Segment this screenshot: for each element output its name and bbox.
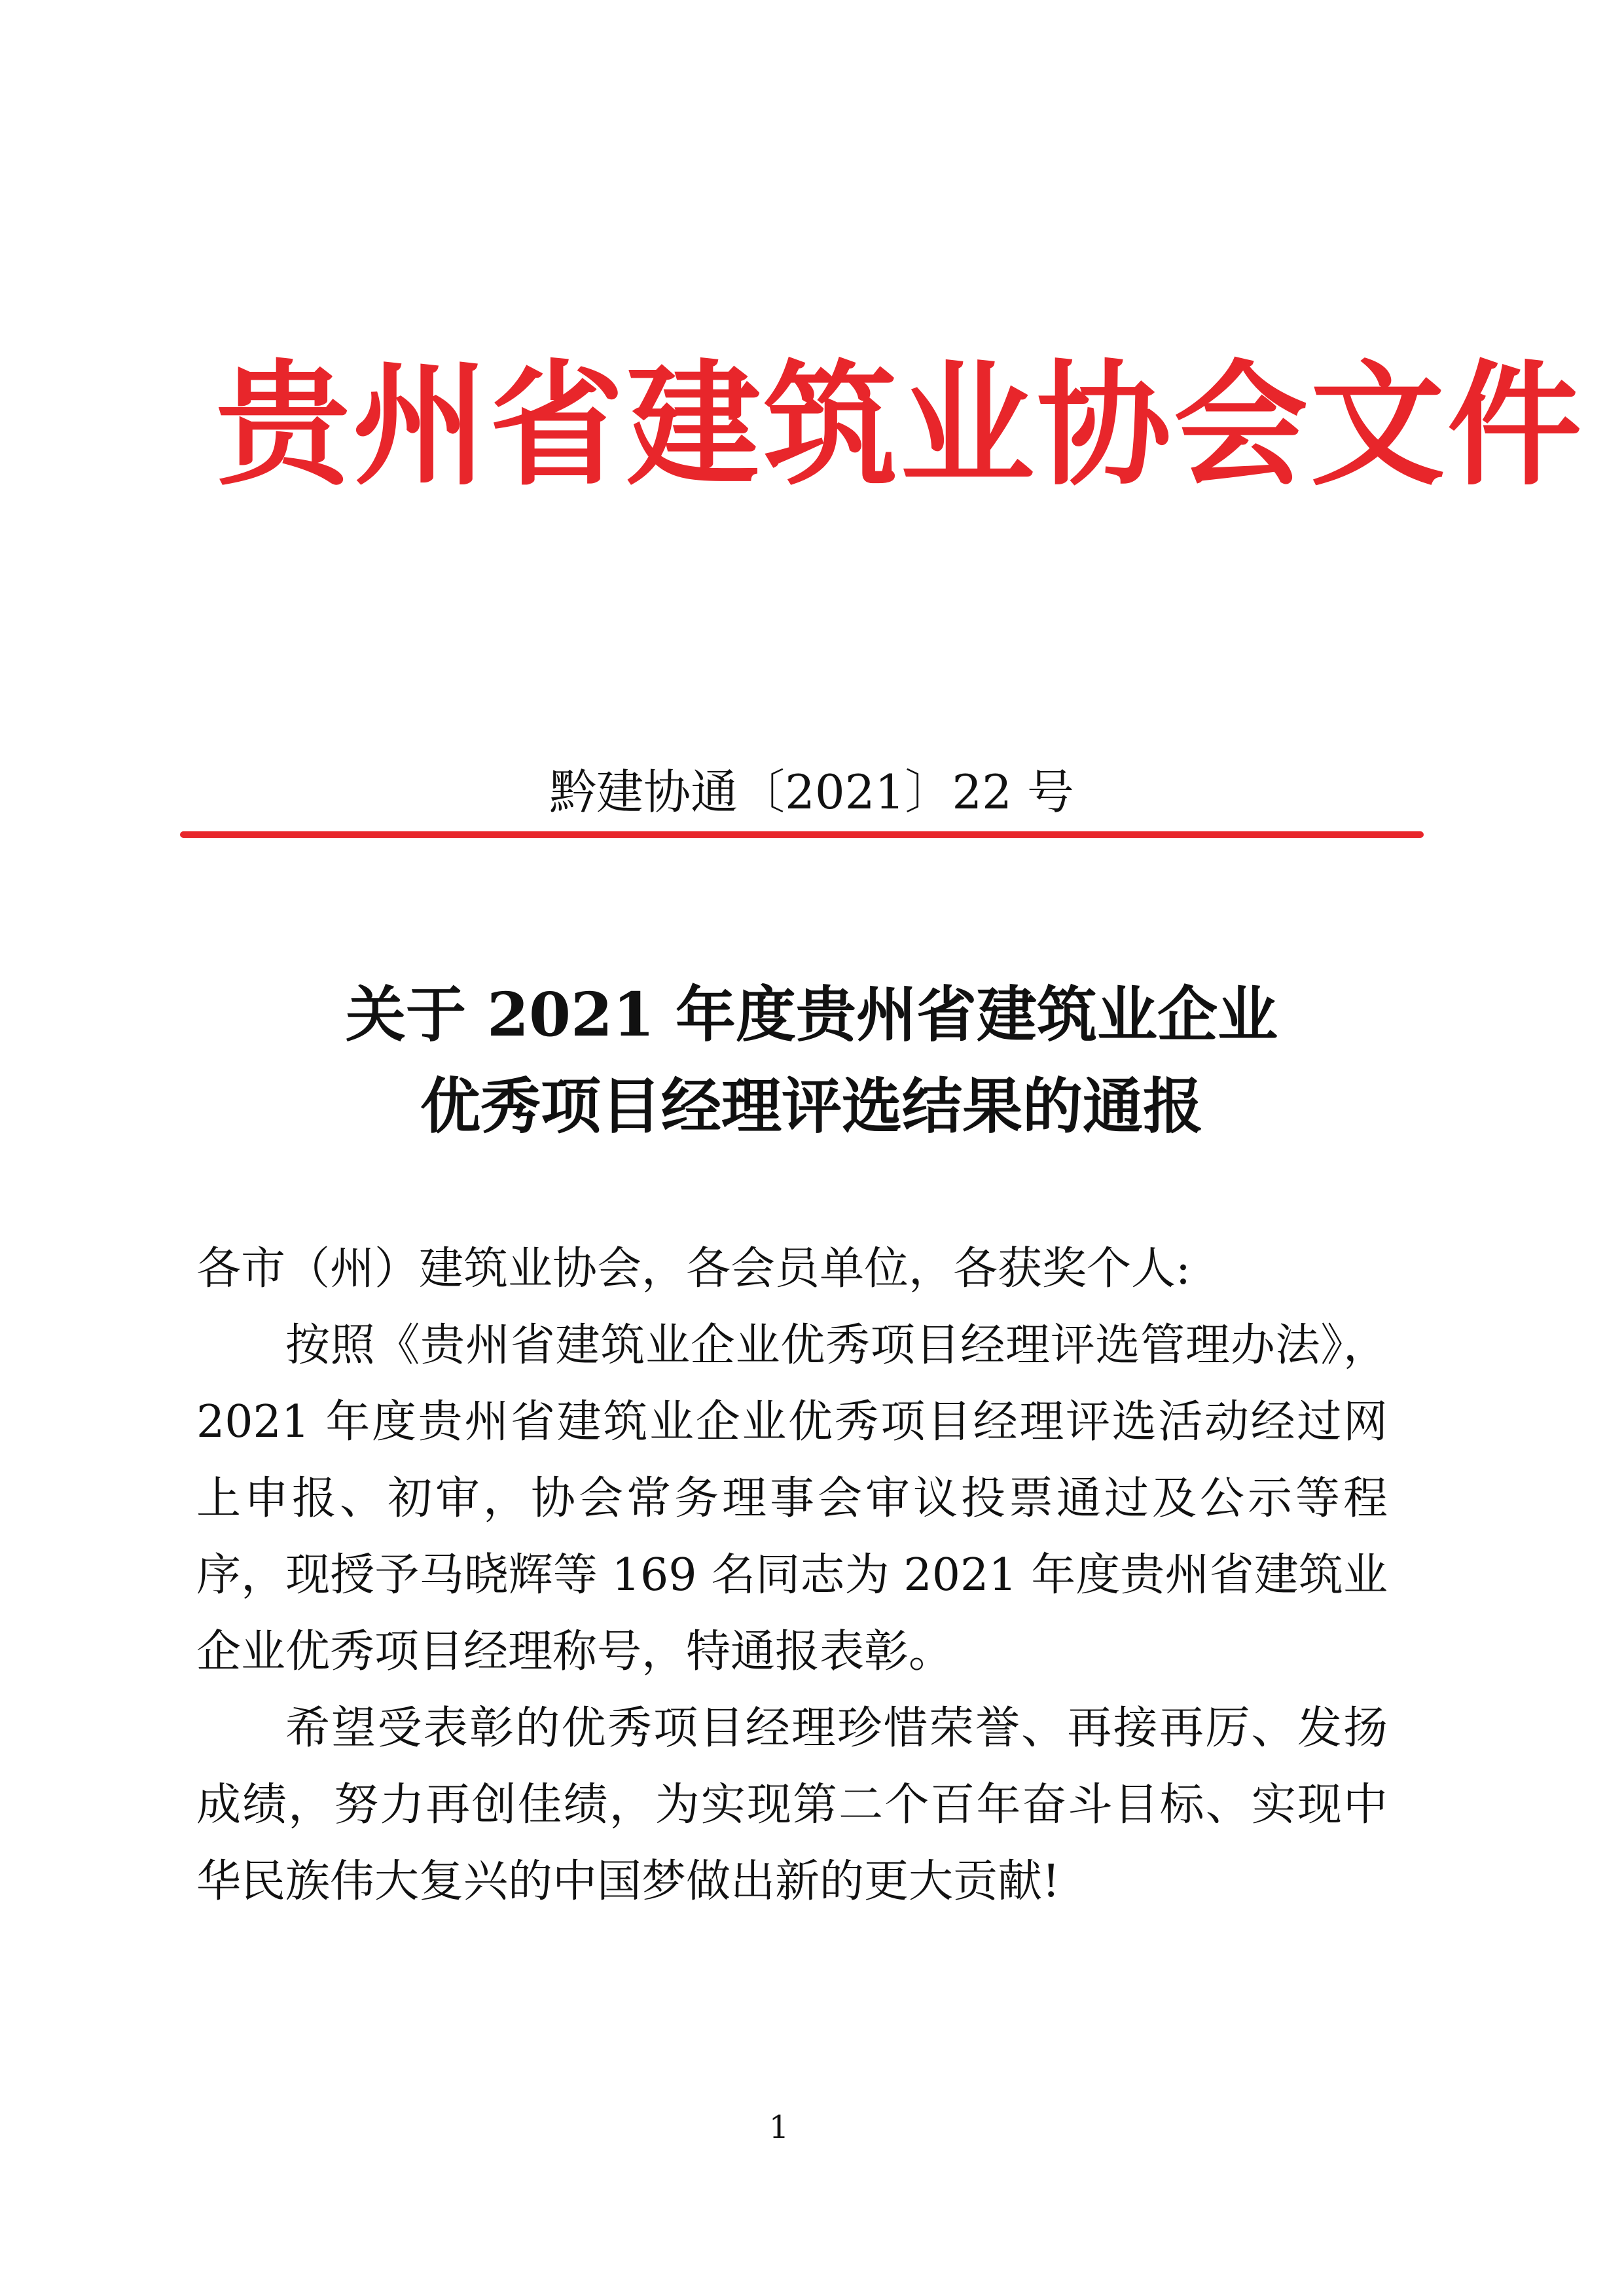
document-number: 黔建协通〔2021〕22 号 [549, 765, 1074, 820]
page-number: 1 [768, 2109, 789, 2146]
red-divider-line [180, 831, 1424, 838]
notice-title-line-2: 优秀项目经理评选结果的通报 [420, 1071, 1203, 1142]
salutation: 各市（州）建筑业协会，各会员单位，各获奖个人: [196, 1243, 1191, 1295]
notice-body [196, 1231, 1388, 1920]
masthead-title: 贵州省建筑业协会文件 [216, 347, 1584, 504]
body-paragraph-2: 希望受表彰的优秀项目经理珍惜荣誉、再接再厉、发扬成绩，努力再创佳绩，为实现第二个百年奋斗目标、实现中华民族伟大复兴的中国梦做出新的更大贡献! [196, 1703, 1388, 1907]
notice-title-line-1: 关于 2021 年度贵州省建筑业企业 [345, 979, 1278, 1050]
notice-title [183, 969, 1440, 1152]
body-paragraph-1: 按照《贵州省建筑业企业优秀项目经理评选管理办法》，2021 年度贵州省建筑业企业优秀项目经理评选活动经过网上申报、初审，协会常务理事会审议投票通过及公示等程序，现授予马晓辉等 169 名同志为 2021 年度贵州省建筑业企业优秀项目经理称号，特通报表彰。 [196, 1320, 1388, 1678]
